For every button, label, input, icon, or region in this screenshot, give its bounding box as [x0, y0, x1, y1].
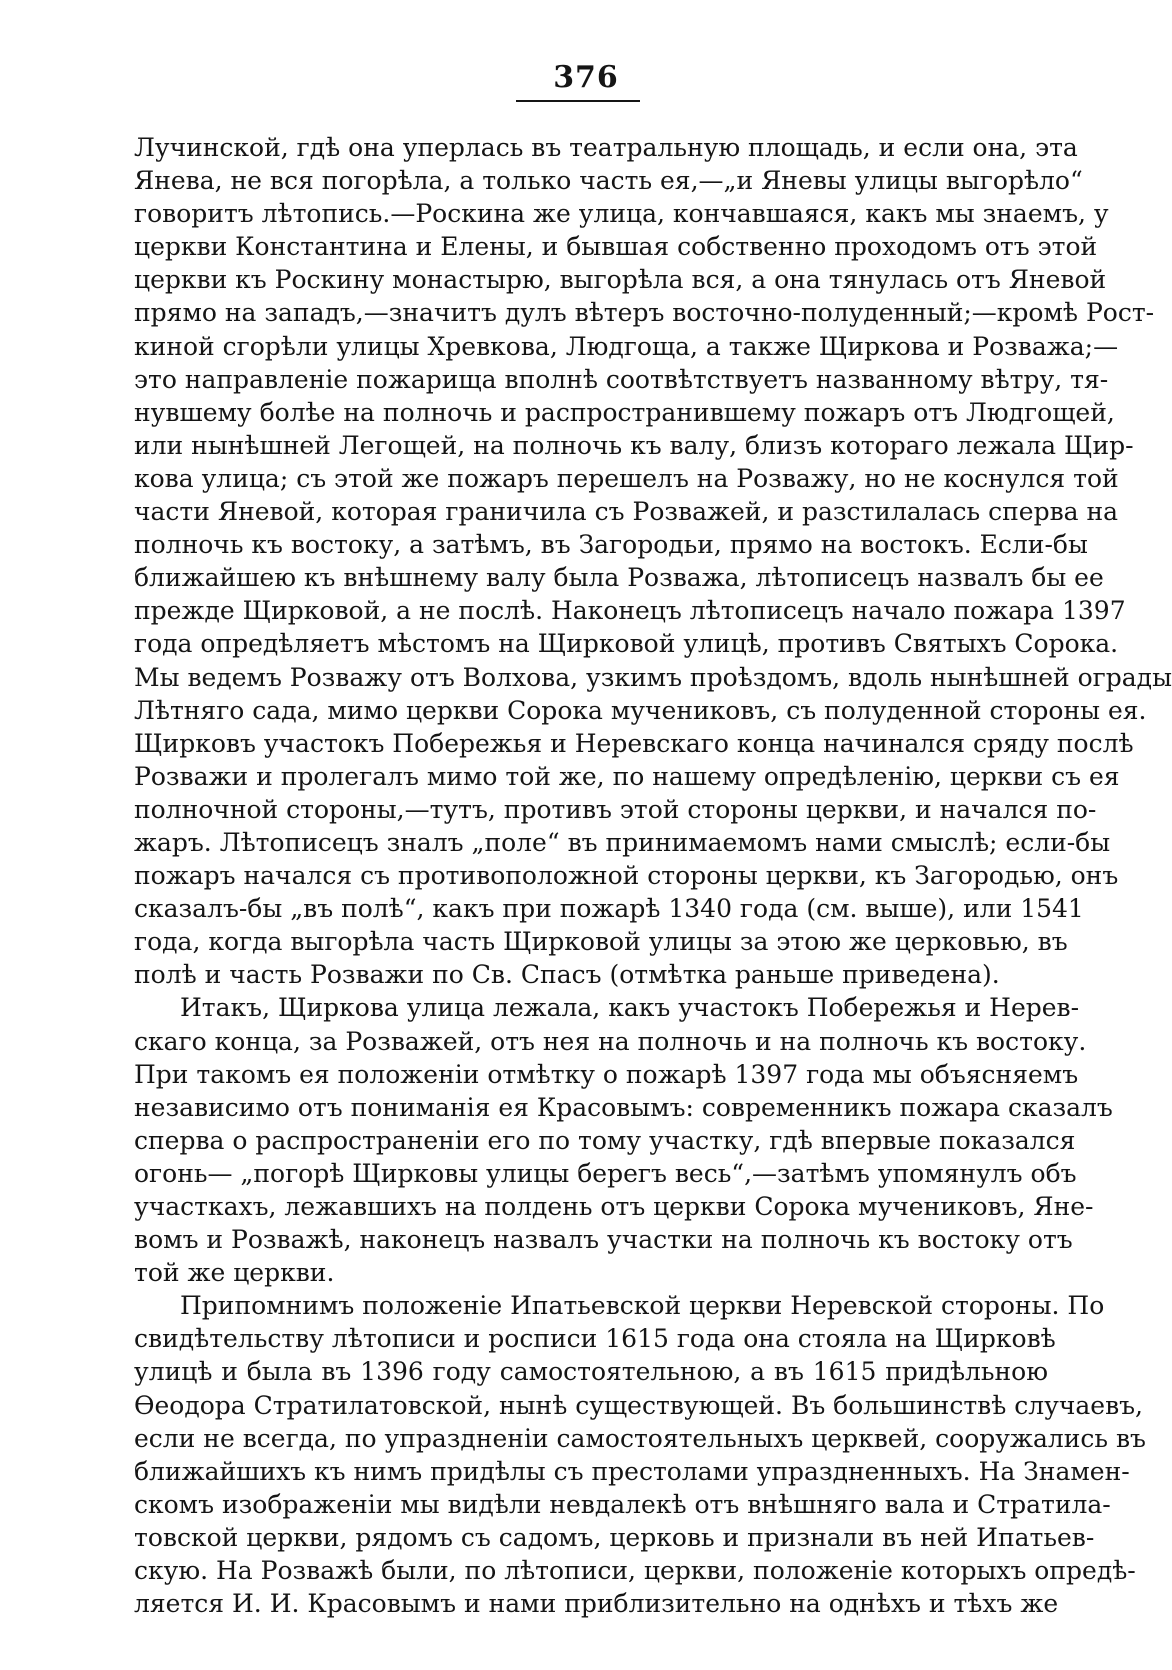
text-line: полѣ и часть Розважи по Св. Спасъ (отмѣтка раньше приведена). — [134, 960, 1000, 990]
text-line: полночь къ востоку, а затѣмъ, въ Загородьи, прямо на востокъ. Если-бы — [134, 530, 1088, 560]
text-line: Розважи и пролегалъ мимо той же, по нашему опредѣленію, церкви съ ея — [134, 761, 1120, 791]
text-line: или нынѣшней Легощей, на полночь къ валу, близъ котораго лежала Щир- — [134, 430, 1134, 460]
text-line: нувшему болѣе на полночь и распространившему пожаръ отъ Людгощей, — [134, 397, 1115, 427]
text-line: киной сгорѣли улицы Хревкова, Людгоща, а также Щиркова и Розважа;— — [134, 331, 1119, 361]
text-line: скомъ изображеніи мы видѣли невдалекѣ отъ внѣшняго вала и Стратила- — [134, 1489, 1111, 1519]
text-line: свидѣтельству лѣтописи и росписи 1615 года она стояла на Щирковѣ — [134, 1324, 1056, 1354]
text-line: той же церкви. — [134, 1258, 335, 1288]
text-line: Мы ведемъ Розважу отъ Волхова, узкимъ проѣздомъ, вдоль нынѣшней ограды — [134, 662, 1172, 692]
text-line: Припомнимъ положеніе Ипатьевской церкви Неревской стороны. По — [180, 1291, 1105, 1321]
page-number: 376 — [553, 60, 619, 95]
body-text — [134, 131, 1172, 1620]
text-line: сперва о распространеніи его по тому участку, гдѣ впервые показался — [134, 1125, 1076, 1155]
text-line: части Яневой, которая граничила съ Розважей, и разстилалась сперва на — [134, 497, 1119, 527]
text-line: ляется И. И. Красовымъ и нами приблизительно на однѣхъ и тѣхъ же — [134, 1589, 1059, 1619]
text-line: участкахъ, лежавшихъ на полдень отъ церкви Сорока мучениковъ, Яне- — [134, 1192, 1094, 1221]
text-line: прежде Щирковой, а не послѣ. Наконецъ лѣтописецъ начало пожара 1397 — [134, 596, 1126, 626]
text-line: церкви Константина и Елены, и бывшая собственно проходомъ отъ этой — [134, 232, 1098, 262]
text-line: независимо отъ пониманія ея Красовымъ: современникъ пожара сказалъ — [134, 1092, 1113, 1122]
text-line: сказалъ-бы „въ полѣ“, какъ при пожарѣ 1340 года (см. выше), или 1541 — [134, 894, 1084, 924]
text-line: скаго конца, за Розважей, отъ нея на полночь и на полночь къ востоку. — [134, 1026, 1087, 1056]
text-line: кова улица; съ этой же пожаръ перешелъ на Розважу, но не коснулся той — [134, 463, 1119, 493]
text-line: пожаръ начался съ противоположной стороны церкви, къ Загородью, онъ — [134, 861, 1119, 891]
text-line: Янева, не вся погорѣла, а только часть ея,—„и Яневы улицы выгорѣло“ — [134, 166, 1083, 196]
text-line: жаръ. Лѣтописецъ зналъ „поле“ въ принимаемомъ нами смыслѣ; если-бы — [134, 827, 1111, 857]
header-rule — [516, 100, 640, 102]
text-line: года, когда выгорѣла часть Щирковой улицы за этою же церковью, въ — [134, 927, 1068, 957]
text-line: скую. На Розважѣ были, по лѣтописи, церкви, положеніе которыхъ опредѣ- — [134, 1556, 1136, 1586]
text-line: года опредѣляетъ мѣстомъ на Щирковой улицѣ, противъ Святыхъ Сорока. — [134, 629, 1119, 659]
text-line: вомъ и Розважѣ, наконецъ назвалъ участки на полночь къ востоку отъ — [134, 1225, 1073, 1255]
text-line: товской церкви, рядомъ съ садомъ, церковь и признали въ ней Ипатьев- — [134, 1522, 1095, 1552]
text-line: ближайшею къ внѣшнему валу была Розважа, лѣтописецъ назвалъ бы ее — [134, 563, 1104, 593]
text-line: Щирковъ участокъ Побережья и Неревскаго конца начинался сряду послѣ — [134, 728, 1134, 758]
text-line: улицѣ и была въ 1396 году самостоятельною, а въ 1615 придѣльною — [134, 1357, 1048, 1387]
text-line: если не всегда, по упраздненіи самостоятельныхъ церквей, сооружались въ — [134, 1423, 1146, 1453]
text-line: ближайшихъ къ нимъ придѣлы съ престолами упраздненныхъ. На Знамен- — [134, 1456, 1130, 1486]
text-line: Ѳеодора Стратилатовской, нынѣ существующей. Въ большинствѣ случаевъ, — [134, 1390, 1144, 1420]
text-line: прямо на западъ,—значитъ дулъ вѣтеръ восточно-полуденный;—кромѣ Рост- — [134, 298, 1155, 328]
text-line: Лучинской, гдѣ она уперлась въ театральную площадь, и если она, эта — [134, 133, 1078, 162]
text-line: полночной стороны,—тутъ, противъ этой стороны церкви, и начался по- — [134, 794, 1097, 824]
text-line: церкви къ Роскину монастырю, выгорѣла вся, а она тянулась отъ Яневой — [134, 265, 1107, 295]
text-line: это направленіе пожарища вполнѣ соотвѣтствуетъ названному вѣтру, тя- — [134, 364, 1109, 394]
text-line: Итакъ, Щиркова улица лежала, какъ участокъ Побережья и Нерев- — [180, 993, 1080, 1023]
text-line: огонь— „погорѣ Щирковы улицы берегъ весь“,—затѣмъ упомянулъ объ — [134, 1158, 1077, 1188]
text-line: Лѣтняго сада, мимо церкви Сорока мучениковъ, съ полуденной стороны ея. — [134, 695, 1147, 725]
text-line: При такомъ ея положеніи отмѣтку о пожарѣ 1397 года мы объясняемъ — [134, 1059, 1079, 1089]
text-line: говоритъ лѣтопись.—Роскина же улица, кончавшаяся, какъ мы знаемъ, у — [134, 199, 1109, 229]
